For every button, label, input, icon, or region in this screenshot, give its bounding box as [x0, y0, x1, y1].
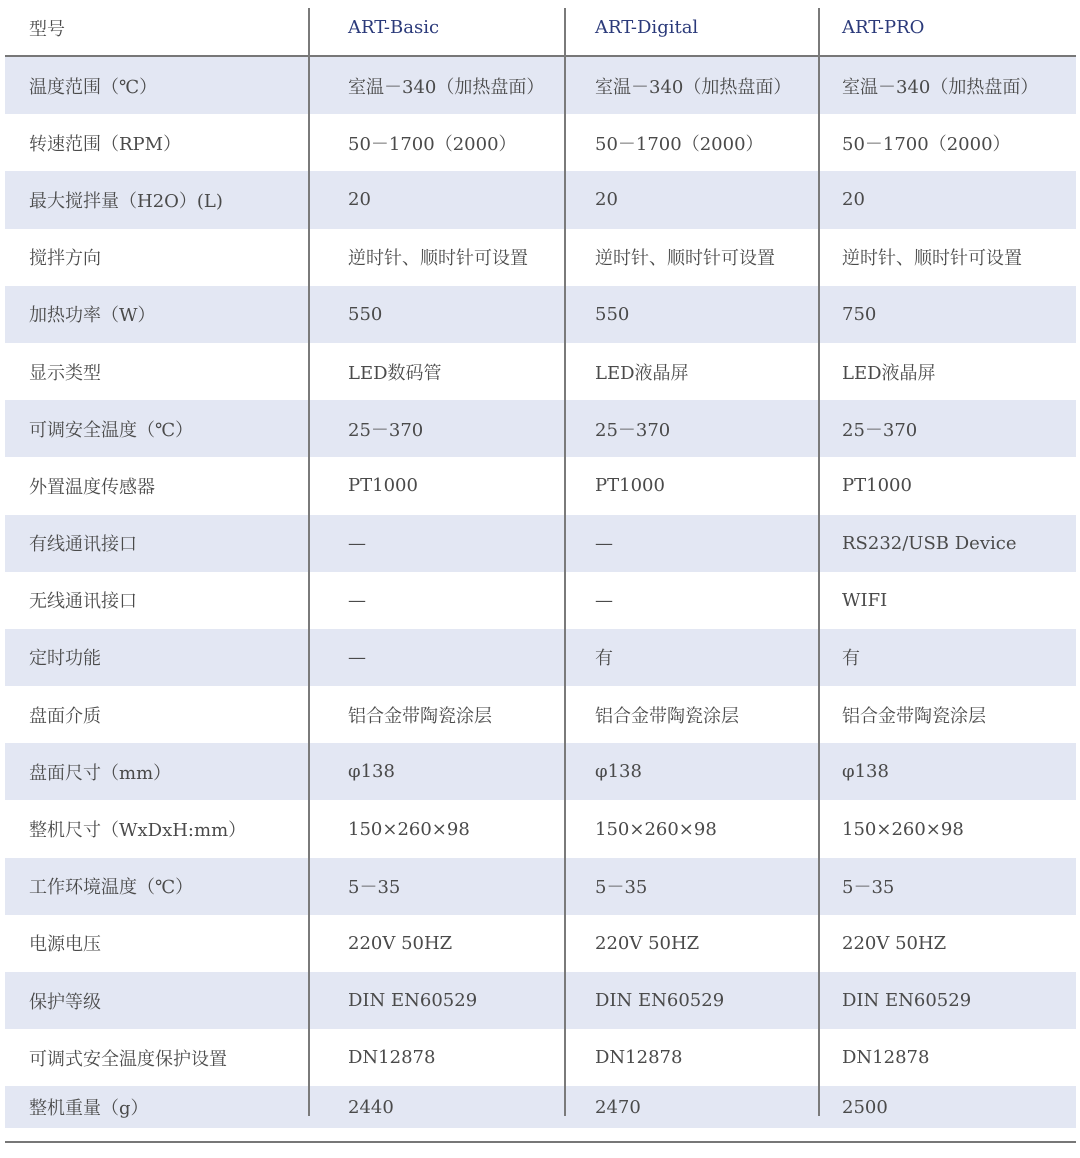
row-value: 25－370 [595, 419, 671, 441]
table-row [5, 629, 1076, 686]
row-label: 可调式安全温度保护设置 [29, 1048, 227, 1070]
table-row [5, 457, 1076, 514]
table-row [5, 286, 1076, 343]
table-row [5, 114, 1076, 171]
header-art-basic: ART-Basic [348, 17, 440, 38]
row-value: 20 [595, 189, 618, 211]
row-value: 铝合金带陶瓷涂层 [842, 705, 986, 727]
row-value: — [595, 532, 613, 554]
row-value: — [348, 532, 366, 554]
row-value: 逆时针、顺时针可设置 [842, 248, 1022, 270]
row-value: 铝合金带陶瓷涂层 [348, 705, 492, 727]
row-value: DIN EN60529 [842, 990, 972, 1012]
row-value: 5－35 [595, 877, 648, 899]
header-art-pro: ART-PRO [842, 17, 925, 38]
table-row [5, 915, 1076, 972]
row-value: 750 [842, 303, 877, 325]
row-value: PT1000 [348, 475, 418, 497]
row-label: 电源电压 [29, 934, 101, 956]
row-value: DN12878 [348, 1047, 436, 1069]
row-value: φ138 [348, 761, 395, 783]
table-row [5, 229, 1076, 286]
row-label: 盘面介质 [29, 705, 101, 727]
table-row [5, 572, 1076, 629]
row-value: 5－35 [842, 877, 895, 899]
row-label: 整机尺寸（WxDxH:mm） [29, 820, 247, 842]
row-label: 可调安全温度（℃） [29, 419, 194, 441]
row-value: 20 [842, 189, 865, 211]
table-row [5, 1029, 1076, 1086]
row-label: 整机重量（g） [29, 1098, 149, 1120]
row-value: 50－1700（2000） [348, 133, 517, 155]
row-value: 有 [842, 648, 860, 670]
row-value: 逆时针、顺时针可设置 [348, 248, 528, 270]
row-label: 温度范围（℃） [29, 76, 158, 98]
row-value: 220V 50HZ [595, 932, 700, 954]
table-row [5, 972, 1076, 1029]
row-value: WIFI [842, 589, 888, 611]
row-label: 无线通讯接口 [29, 591, 137, 613]
row-value: 25－370 [842, 419, 918, 441]
row-value: 50－1700（2000） [842, 133, 1011, 155]
column-divider-2 [564, 8, 566, 1116]
row-value: 2440 [348, 1096, 394, 1118]
row-value: φ138 [842, 761, 889, 783]
row-value: 5－35 [348, 877, 401, 899]
row-label: 外置温度传感器 [29, 476, 155, 498]
table-row [5, 515, 1076, 572]
row-label: 最大搅拌量（H2O）(L) [29, 190, 223, 212]
row-label: 有线通讯接口 [29, 534, 137, 556]
row-label: 加热功率（W） [29, 305, 156, 327]
row-value: 逆时针、顺时针可设置 [595, 248, 775, 270]
table-row [5, 743, 1076, 800]
row-value: RS232/USB Device [842, 532, 1017, 554]
header-model: 型号 [29, 18, 65, 40]
row-value: — [348, 646, 366, 668]
row-label: 保护等级 [29, 991, 101, 1013]
row-value: — [348, 589, 366, 611]
row-label: 显示类型 [29, 362, 101, 384]
row-value: LED液晶屏 [842, 362, 936, 384]
row-value: 220V 50HZ [842, 932, 947, 954]
row-label: 盘面尺寸（mm） [29, 762, 172, 784]
table-body [5, 57, 1076, 1128]
column-divider-3 [818, 8, 820, 1116]
row-value: 550 [595, 303, 630, 325]
row-value: 25－370 [348, 419, 424, 441]
row-value: — [595, 589, 613, 611]
row-value: 室温－340（加热盘面） [348, 76, 545, 98]
row-value: 有 [595, 648, 613, 670]
row-value: 550 [348, 303, 383, 325]
table-row [5, 858, 1076, 915]
row-value: 20 [348, 189, 371, 211]
table-row [5, 400, 1076, 457]
row-value: 150×260×98 [348, 818, 470, 840]
row-value: 2500 [842, 1096, 888, 1118]
row-value: DN12878 [842, 1047, 930, 1069]
row-label: 搅拌方向 [29, 248, 101, 270]
row-value: 50－1700（2000） [595, 133, 764, 155]
table-row [5, 343, 1076, 400]
table-row [5, 686, 1076, 743]
row-value: DIN EN60529 [595, 990, 725, 1012]
table-row [5, 1086, 1076, 1128]
row-label: 工作环境温度（℃） [29, 877, 194, 899]
row-value: LED数码管 [348, 362, 442, 384]
row-value: 150×260×98 [842, 818, 964, 840]
row-value: 2470 [595, 1096, 641, 1118]
table-header [5, 0, 1076, 57]
spec-table [5, 0, 1076, 1128]
row-value: PT1000 [595, 475, 665, 497]
row-value: 铝合金带陶瓷涂层 [595, 705, 739, 727]
table-row [5, 800, 1076, 857]
row-value: 150×260×98 [595, 818, 717, 840]
row-value: 220V 50HZ [348, 932, 453, 954]
table-row [5, 57, 1076, 114]
row-label: 转速范围（RPM） [29, 133, 182, 155]
table-bottom-border [5, 1141, 1076, 1143]
table-row [5, 171, 1076, 228]
row-value: DN12878 [595, 1047, 683, 1069]
row-value: 室温－340（加热盘面） [842, 76, 1039, 98]
row-label: 定时功能 [29, 648, 101, 670]
row-value: DIN EN60529 [348, 990, 478, 1012]
row-value: LED液晶屏 [595, 362, 689, 384]
row-value: PT1000 [842, 475, 912, 497]
header-art-digital: ART-Digital [595, 17, 699, 38]
row-value: φ138 [595, 761, 642, 783]
column-divider-1 [308, 8, 310, 1116]
row-value: 室温－340（加热盘面） [595, 76, 792, 98]
